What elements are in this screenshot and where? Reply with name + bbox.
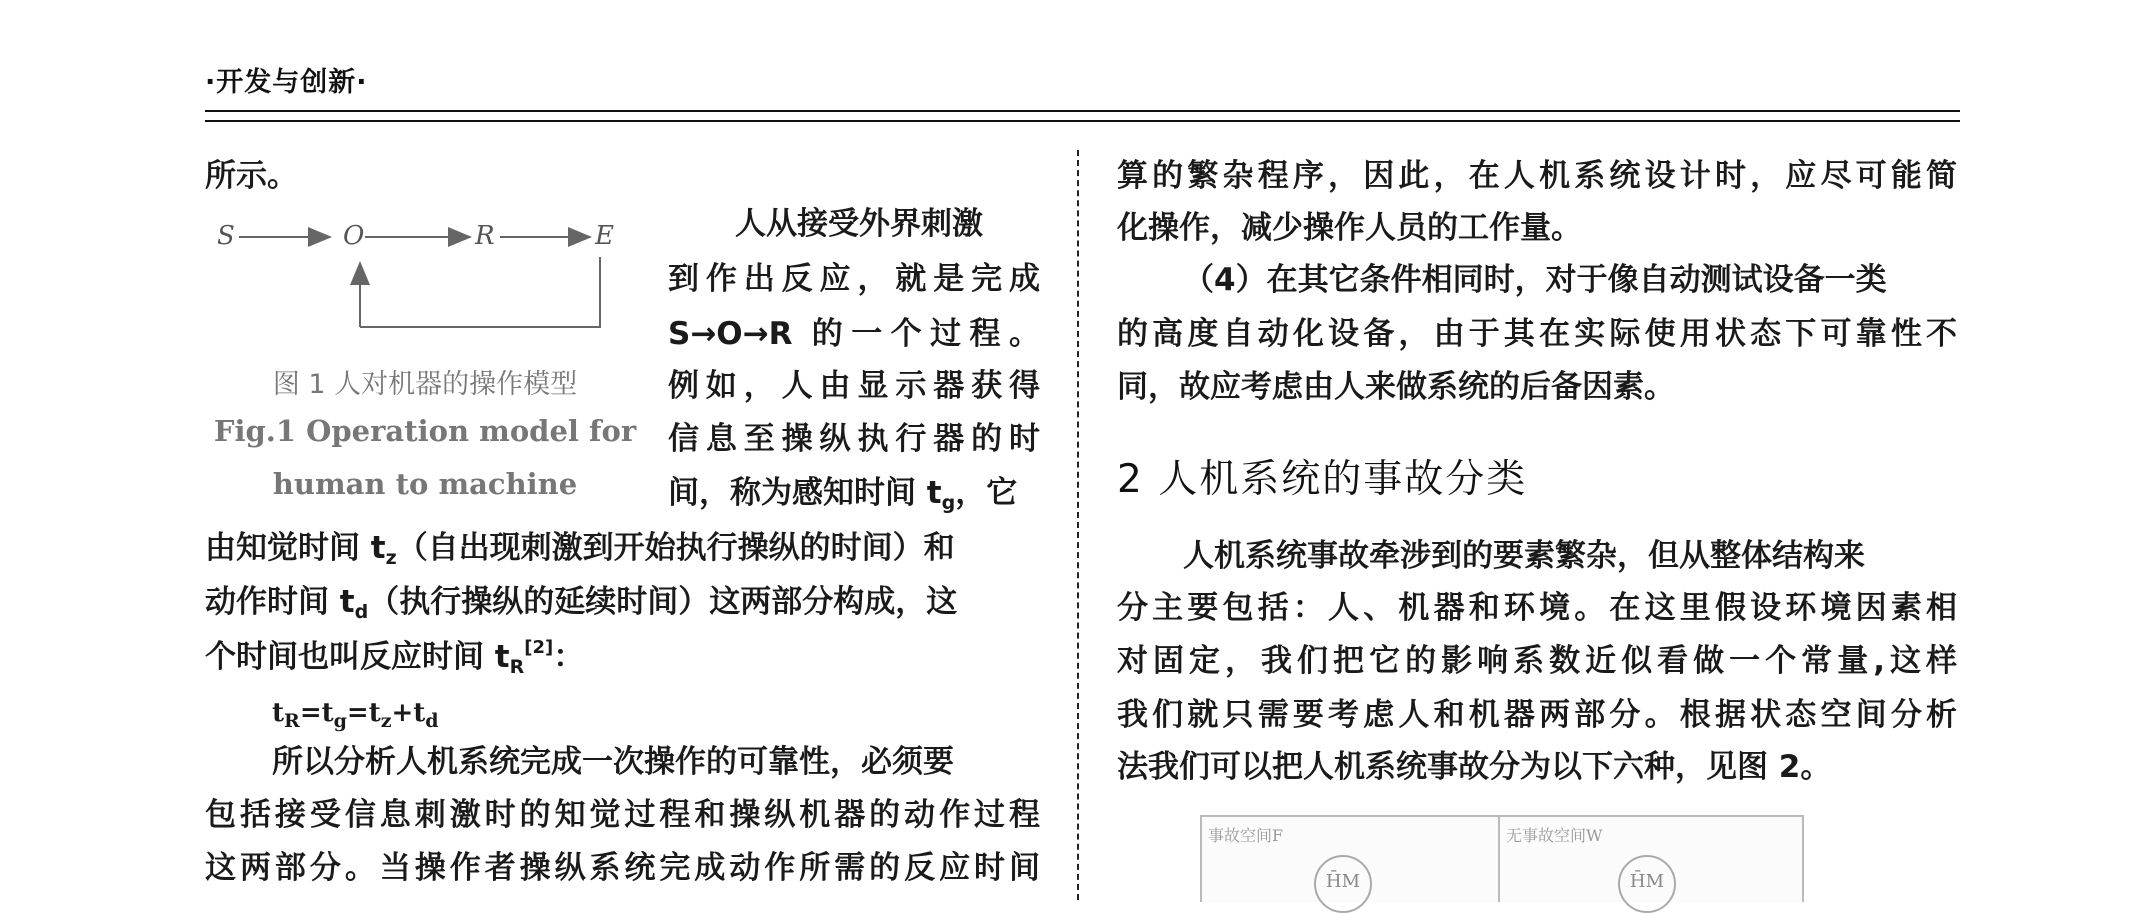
flow-node-r: R: [475, 221, 495, 251]
text-line: 所以分析人机系统完成一次操作的可靠性，必须要: [272, 744, 954, 780]
text-line: 人机系统事故牵涉到的要素繁杂，但从整体结构来: [1183, 538, 1865, 574]
no-accident-space-panel: [1500, 817, 1800, 902]
section-heading: 2 人机系统的事故分类: [1117, 457, 1528, 502]
text-line: 分主要包括：人、机器和环境。在这里假设环境因素相: [1117, 590, 1957, 626]
figure-1-caption-en-line2: human to machine: [272, 467, 578, 501]
subscript: d: [354, 601, 369, 623]
text-segment: ：: [553, 639, 585, 675]
flow-diagram: [215, 215, 635, 345]
subscript: d: [425, 710, 439, 732]
text-line: 的高度自动化设备，由于其在实际使用状态下可靠性不: [1117, 316, 1957, 352]
text-segment: 个时间也叫反应时间 t: [205, 639, 510, 675]
flow-node-o: O: [343, 221, 365, 251]
formula-part: =t: [299, 698, 334, 728]
text-line: [205, 584, 957, 624]
subscript: z: [385, 547, 397, 569]
text-line: [205, 637, 584, 679]
text-line: 同，故应考虑由人来做系统的后备因素。: [1117, 369, 1675, 405]
text-line: 法我们可以把人机系统事故分为以下六种，见图 2。: [1117, 749, 1832, 785]
section-header: ·开发与创新·: [205, 67, 368, 98]
text-segment: ，它: [955, 475, 1018, 511]
text-line: 算的繁杂程序，因此，在人机系统设计时，应尽可能简: [1117, 158, 1957, 194]
figure-1-diagram: [215, 215, 635, 345]
text-line: 例如，人由显示器获得: [668, 368, 1040, 404]
state-node: H̄M: [1618, 855, 1676, 913]
text-segment: 间，称为感知时间 t: [668, 475, 942, 511]
accident-space-panel: [1202, 817, 1500, 902]
subscript: g: [333, 710, 347, 732]
text-segment: （执行操纵的延续时间）这两部分构成，这: [368, 584, 958, 620]
formula-part: =t: [346, 698, 381, 728]
flow-node-e: E: [595, 221, 614, 251]
panel-label: 事故空间F: [1208, 826, 1284, 845]
text-line: 所示。: [205, 158, 298, 194]
formula-part: t: [272, 698, 285, 728]
text-line: 化操作，减少操作人员的工作量。: [1117, 210, 1582, 246]
figure-1-caption-en-line1: Fig.1 Operation model for: [213, 414, 637, 448]
state-node: H̄M: [1314, 855, 1372, 913]
text-line: 信息至操纵执行器的时: [668, 421, 1040, 457]
panel-label: 无事故空间W: [1506, 826, 1603, 845]
text-segment: 由知觉时间 t: [205, 530, 386, 566]
text-line: [205, 530, 955, 570]
text-line: 包括接受信息刺激时的知觉过程和操纵机器的动作过程: [205, 797, 1040, 833]
text-line: S→O→R 的一个过程。: [668, 316, 1040, 352]
text-line: 这两部分。当操作者操纵系统完成动作所需的反应时间: [205, 850, 1040, 886]
text-line: [668, 475, 1017, 515]
subscript: R: [284, 710, 300, 732]
header-rule-bottom: [205, 120, 1960, 122]
formula: [272, 698, 439, 733]
text-line: （4）在其它条件相同时，对于像自动测试设备一类: [1183, 262, 1887, 298]
column-divider: [1077, 150, 1079, 900]
text-line: 到作出反应，就是完成: [668, 261, 1040, 297]
header-rule-top: [205, 110, 1960, 112]
subscript: R: [509, 656, 525, 678]
subscript: g: [941, 492, 956, 514]
text-segment: （自出现刺激到开始执行操纵的时间）和: [396, 530, 955, 566]
citation-superscript: [2]: [524, 637, 554, 658]
figure-2-diagram: [1200, 815, 1804, 902]
text-line: 对固定，我们把它的影响系数近似看做一个常量,这样: [1117, 643, 1957, 679]
text-segment: 动作时间 t: [205, 584, 355, 620]
flow-node-s: S: [217, 221, 235, 251]
figure-1-caption-cn: 图 1 人对机器的操作模型: [272, 369, 578, 400]
text-line: 人从接受外界刺激: [735, 206, 983, 242]
formula-part: +t: [391, 698, 426, 728]
text-line: 我们就只需要考虑人和机器两部分。根据状态空间分析: [1117, 697, 1957, 733]
subscript: z: [380, 710, 392, 732]
